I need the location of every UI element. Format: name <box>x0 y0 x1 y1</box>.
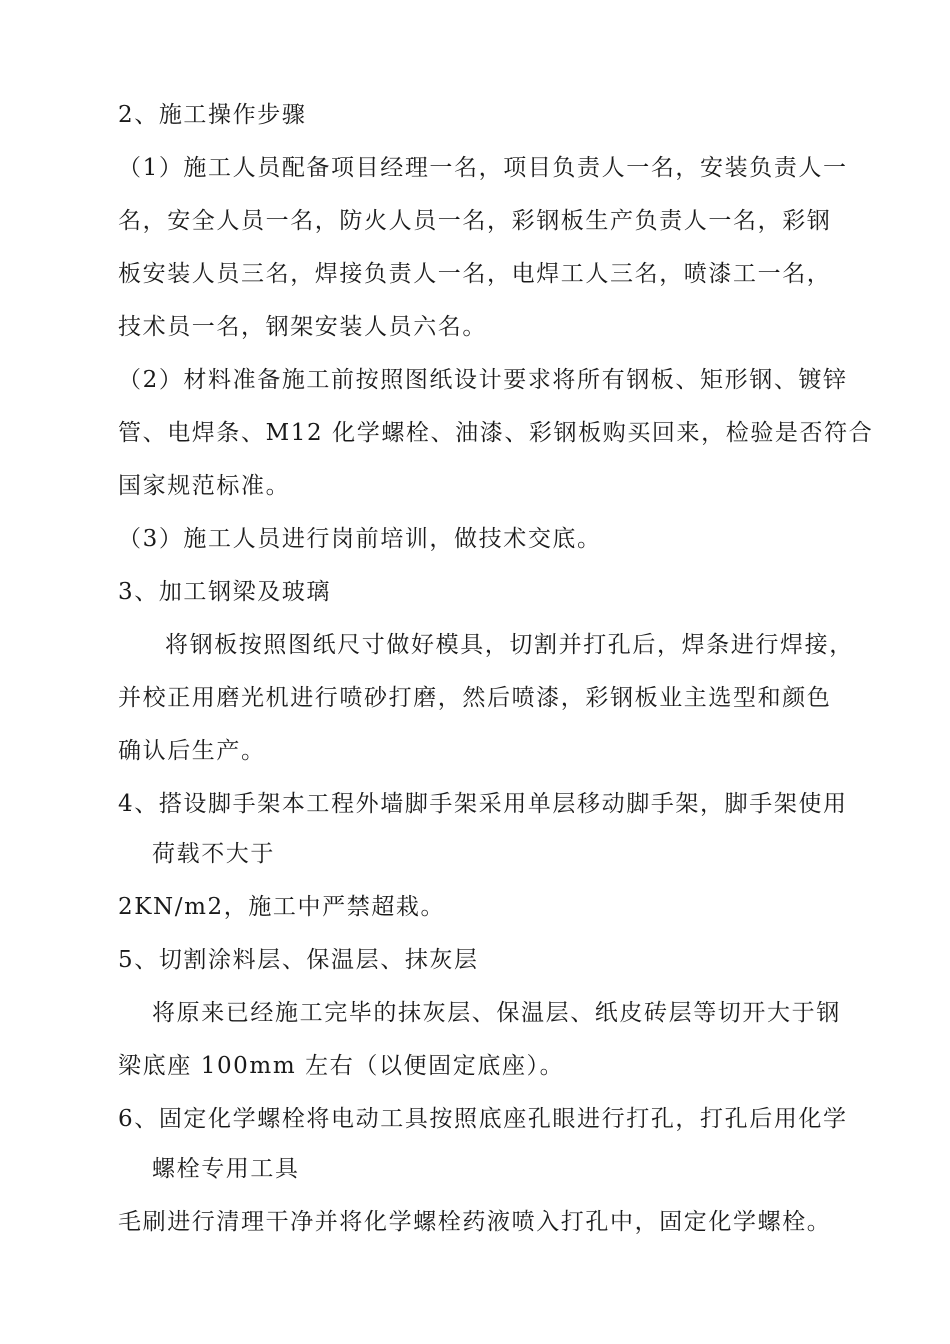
section-heading-6: 6、固定化学螺栓将电动工具按照底座孔眼进行打孔，打孔后用化学 <box>118 1106 848 1132</box>
section-heading-3: 3、加工钢梁及玻璃 <box>118 579 332 605</box>
paragraph-line-s5-1: 将原来已经施工完毕的抹灰层、保温层、纸皮砖层等切开大于钢 <box>152 1000 841 1026</box>
section-heading-4: 4、搭设脚手架本工程外墙脚手架采用单层移动脚手架，脚手架使用 <box>118 791 848 817</box>
paragraph-line-2-3: 国家规范标准。 <box>118 473 291 499</box>
paragraph-line-2-1: （2）材料准备施工前按照图纸设计要求将所有钢板、矩形钢、镀锌 <box>118 367 848 393</box>
paragraph-line-1-4: 技术员一名，钢架安装人员六名。 <box>118 314 487 340</box>
paragraph-line-1-3: 板安装人员三名，焊接负责人一名，电焊工人三名，喷漆工一名， <box>118 261 832 287</box>
paragraph-line-s3-2: 并校正用磨光机进行喷砂打磨，然后喷漆，彩钢板业主选型和颜色 <box>118 685 832 711</box>
paragraph-line-s6-1: 毛刷进行清理干净并将化学螺栓药液喷入打孔中，固定化学螺栓。 <box>118 1209 832 1235</box>
paragraph-line-3-1: （3）施工人员进行岗前培训，做技术交底。 <box>118 526 602 552</box>
paragraph-line-1-2: 名，安全人员一名，防火人员一名，彩钢板生产负责人一名，彩钢 <box>118 208 832 234</box>
paragraph-line-2-2: 管、电焊条、M12 化学螺栓、油漆、彩钢板购买回来，检验是否符合 <box>118 420 874 446</box>
paragraph-line-s3-3: 确认后生产。 <box>118 738 266 764</box>
paragraph-line-s4-1: 2KN/m2，施工中严禁超栽。 <box>118 894 446 920</box>
section-heading-4-cont: 荷载不大于 <box>152 841 275 867</box>
paragraph-line-1-1: （1）施工人员配备项目经理一名，项目负责人一名，安装负责人一 <box>118 155 848 181</box>
section-heading-5: 5、切割涂料层、保温层、抹灰层 <box>118 947 479 973</box>
section-heading-6-cont: 螺栓专用工具 <box>152 1156 300 1182</box>
paragraph-line-s3-1: 将钢板按照图纸尺寸做好模具，切割并打孔后，焊条进行焊接， <box>165 632 854 658</box>
paragraph-line-s5-2: 梁底座 100mm 左右（以便固定底座）。 <box>118 1053 565 1079</box>
section-heading-2: 2、施工操作步骤 <box>118 102 307 128</box>
